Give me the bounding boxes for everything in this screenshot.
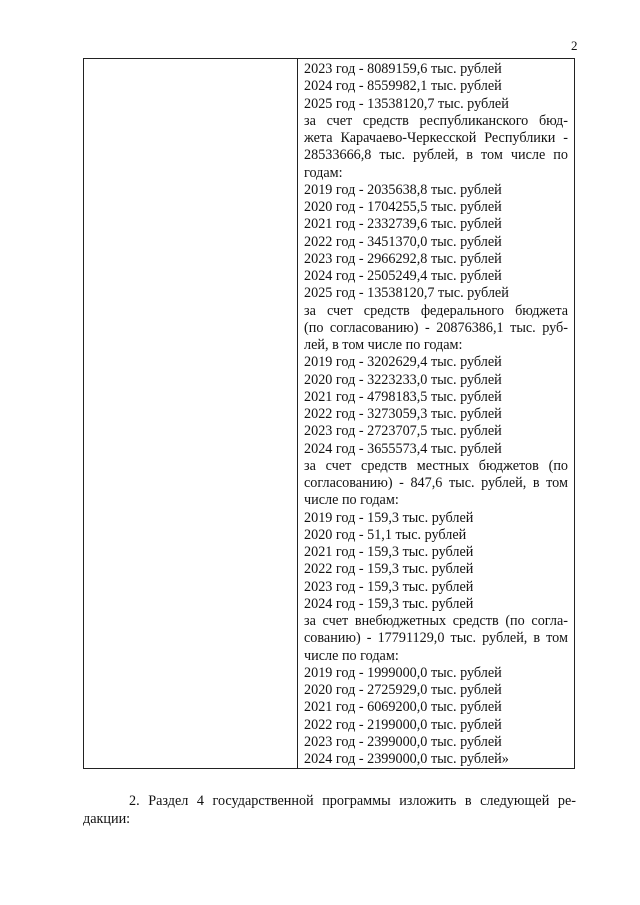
table-cell-line: 2025 год - 13538120,7 тыс. рублей bbox=[304, 95, 509, 112]
table-cell-line: числе по годам: bbox=[304, 647, 399, 664]
table-cell-line: 2023 год - 159,3 тыс. рублей bbox=[304, 578, 474, 595]
funding-table bbox=[83, 58, 575, 769]
table-cell-line: 2022 год - 2199000,0 тыс. рублей bbox=[304, 716, 502, 733]
table-cell-line: 2025 год - 13538120,7 тыс. рублей bbox=[304, 285, 509, 302]
table-column-divider bbox=[297, 59, 298, 768]
table-cell-line: за счет средств местных бюджетов (по bbox=[304, 457, 568, 474]
table-cell-line: сованию) - 17791129,0 тыс. рублей, в том bbox=[304, 630, 568, 647]
table-cell-line: 2022 год - 3273059,3 тыс. рублей bbox=[304, 406, 502, 422]
table-cell-line: 2024 год - 8559982,1 тыс. рублей bbox=[304, 78, 502, 95]
table-cell-line: 2024 год - 2399000,0 тыс. рублей» bbox=[304, 751, 509, 767]
table-cell-line: 2020 год - 2725929,0 тыс. рублей bbox=[304, 682, 502, 698]
table-cell-line: 2023 год - 2399000,0 тыс. рублей bbox=[304, 733, 502, 750]
table-cell-line: за счет средств федерального бюджета bbox=[304, 302, 568, 319]
table-cell-line: 2021 год - 4798183,5 тыс. рублей bbox=[304, 388, 502, 405]
table-right-cell bbox=[304, 61, 568, 768]
table-cell-line: 2021 год - 6069200,0 тыс. рублей bbox=[304, 699, 502, 716]
paragraph-line-1: 2. Раздел 4 государственной программы изложить в следующей ре- bbox=[129, 793, 576, 809]
table-cell-line: числе по годам: bbox=[304, 492, 399, 509]
table-cell-line: (по согласованию) - 20876386,1 тыс. руб- bbox=[304, 319, 568, 336]
table-cell-line: 2021 год - 2332739,6 тыс. рублей bbox=[304, 216, 502, 233]
table-cell-line: 2019 год - 159,3 тыс. рублей bbox=[304, 509, 474, 526]
table-cell-line: 2020 год - 3223233,0 тыс. рублей bbox=[304, 371, 502, 388]
table-cell-line: лей, в том числе по годам: bbox=[304, 337, 463, 353]
table-cell-line: 2019 год - 3202629,4 тыс. рублей bbox=[304, 354, 502, 371]
page-number: 2 bbox=[571, 38, 578, 53]
table-cell-line: годам: bbox=[304, 164, 343, 181]
table-cell-line: 2023 год - 2723707,5 тыс. рублей bbox=[304, 423, 502, 440]
table-cell-line: 2023 год - 8089159,6 тыс. рублей bbox=[304, 61, 502, 77]
table-cell-line: 28533666,8 тыс. рублей, в том числе по bbox=[304, 147, 568, 164]
table-cell-line: 2022 год - 3451370,0 тыс. рублей bbox=[304, 233, 502, 250]
table-cell-line: 2019 год - 2035638,8 тыс. рублей bbox=[304, 181, 502, 198]
table-cell-line: 2024 год - 159,3 тыс. рублей bbox=[304, 595, 474, 612]
table-cell-line: жета Карачаево-Черкесской Республики - bbox=[304, 130, 568, 146]
table-cell-line: за счет средств республиканского бюд- bbox=[304, 112, 568, 129]
table-cell-line: 2022 год - 159,3 тыс. рублей bbox=[304, 561, 474, 578]
table-left-cell bbox=[84, 59, 297, 768]
table-cell-line: 2024 год - 2505249,4 тыс. рублей bbox=[304, 268, 502, 284]
table-cell-line: 2023 год - 2966292,8 тыс. рублей bbox=[304, 250, 502, 267]
table-cell-line: 2020 год - 51,1 тыс. рублей bbox=[304, 526, 467, 543]
table-cell-line: 2020 год - 1704255,5 тыс. рублей bbox=[304, 199, 502, 215]
table-cell-line: 2019 год - 1999000,0 тыс. рублей bbox=[304, 664, 502, 681]
table-cell-line: 2021 год - 159,3 тыс. рублей bbox=[304, 544, 474, 560]
paragraph-line-2: дакции: bbox=[83, 811, 131, 827]
table-cell-line: согласованию) - 847,6 тыс. рублей, в том bbox=[304, 475, 568, 491]
table-cell-line: 2024 год - 3655573,4 тыс. рублей bbox=[304, 440, 502, 457]
table-cell-line: за счет внебюджетных средств (по согла- bbox=[304, 613, 568, 629]
